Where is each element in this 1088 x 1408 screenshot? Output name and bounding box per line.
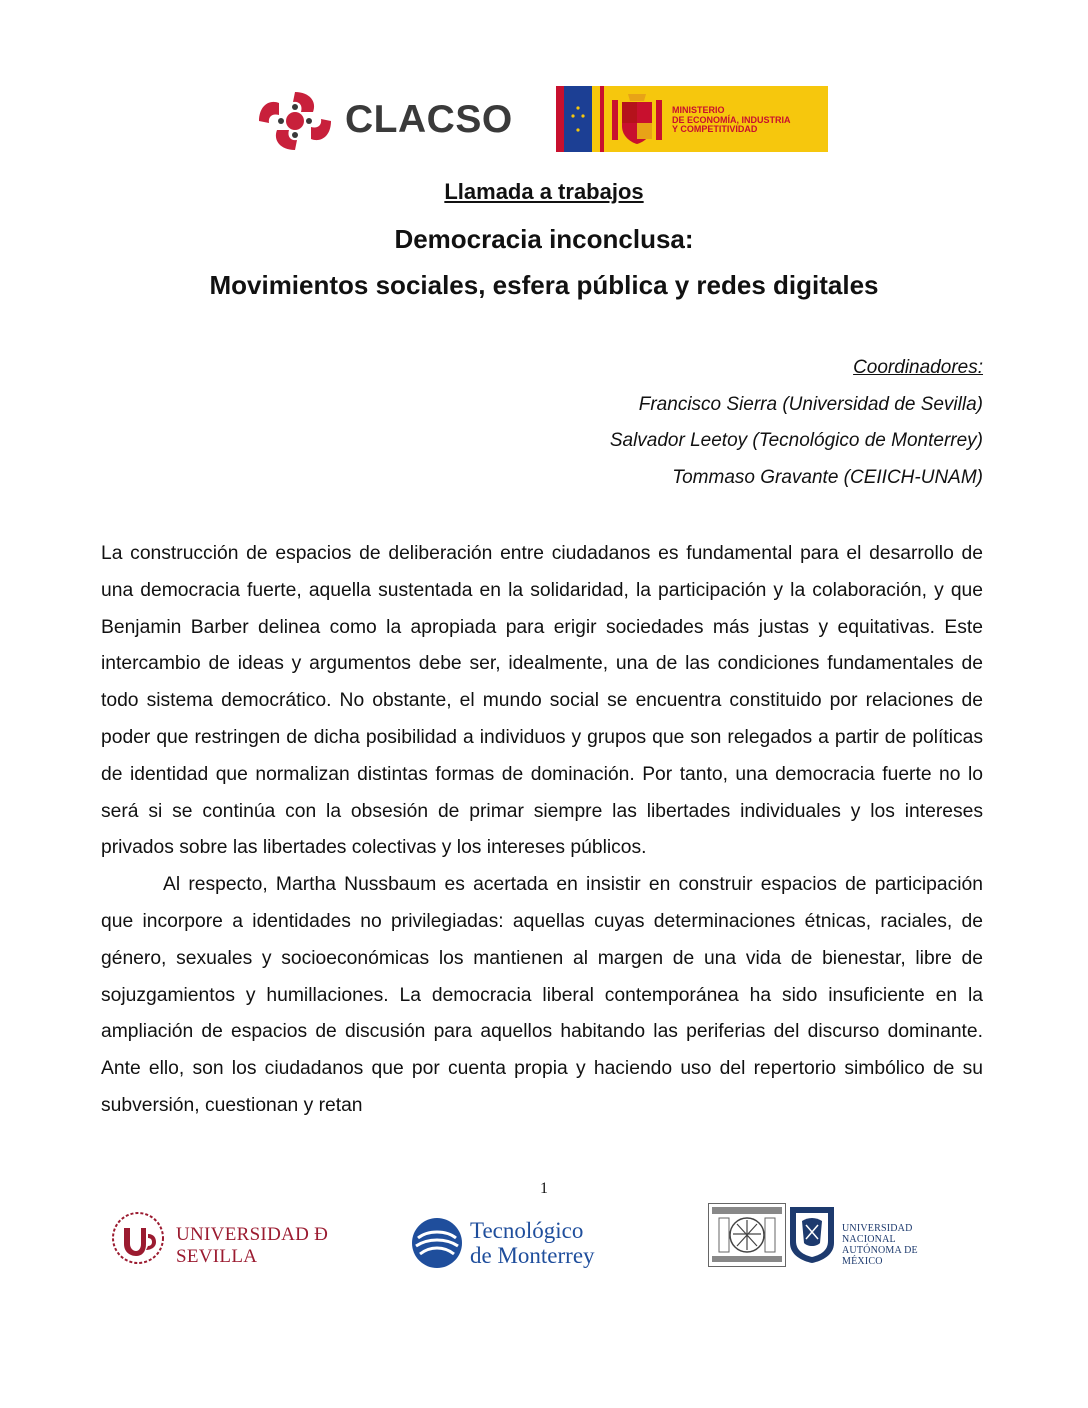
page-number: 1: [540, 1180, 548, 1197]
eu-flag: [564, 86, 592, 152]
sub-title: Movimientos sociales, esfera pública y redes digitales: [209, 270, 879, 300]
ministerio-name: MINISTERIO DE ECONOMÍA, INDUSTRIA Y COMPETITIVIDAD: [672, 105, 791, 134]
universidad-sevilla-logo: [110, 1210, 390, 1266]
clacso-emblem-icon: [255, 88, 335, 154]
coordinator-name: Salvador Leetoy (Tecnológico de Monterrey): [609, 430, 983, 451]
eu-stars-icon: [564, 86, 592, 152]
paragraph: Al respecto, Martha Nussbaum es acertada en insistir en construir espacios de participación que incorpore a identidades no privilegiadas: aquellas cuyas determinaciones étnicas, raciales, de género, sexuales y socioeconómicas los mantienen al margen de una vida de bienestar, libre de sojuzgamientos y humillaciones. La democracia liberal contemporánea ha sido insuficiente en la ampliación de espacios de discusión para aquellos habitando las periferias del discurso dominante. Ante ello, son los ciudadanos que por cuenta propia y haciendo uso del repertorio simbólico de su subversión, cuestionan y retan: [101, 874, 983, 1116]
unam-shield-icon: [786, 1203, 838, 1265]
unam-logo: [786, 1203, 936, 1265]
call-title: Llamada a trabajos: [444, 179, 644, 204]
tecnologico-monterrey-logo: [410, 1214, 610, 1274]
coordinator-name: Tommaso Gravante (CEIICH-UNAM): [672, 467, 983, 488]
us-seal-icon: [110, 1210, 166, 1266]
ceiich-emblem-icon: [709, 1204, 785, 1266]
main-title: Democracia inconclusa:: [394, 224, 694, 254]
coat-of-arms-icon: [608, 92, 666, 146]
body-text: [101, 536, 983, 1125]
coordinator-name: Francisco Sierra (Universidad de Sevilla): [638, 394, 983, 415]
ceiich-logo: [708, 1203, 786, 1267]
paragraph: La construcción de espacios de deliberación entre ciudadanos es fundamental para el desarrollo de una democracia fuerte, aquella sustentada en la solidaridad, la participación y la colaboración, y que Benjamin Barber delinea como la apropiada para erigir sociedades más justas y equitativas. Este intercambio de ideas y argumentos debe ser, idealmente, una de las condiciones fundamentales de todo sistema democrático. No obstante, el mundo social se encuentra constituido por relaciones de poder que restringen de dicha posibilidad a individuos y grupos que son relegados a partir de políticas de identidad que normalizan distintas formas de dominación. Por tanto, una democracia fuerte no lo será si se continúa con la obsesión de primar siempre las libertades individuales y los intereses privados sobre las libertades colectivas y los intereses públicos.: [101, 543, 983, 859]
coordinators-label: Coordinadores:: [853, 357, 983, 378]
us-name: UNIVERSIDAD Ð SEVILLA: [176, 1224, 329, 1267]
tec-globe-icon: [410, 1216, 464, 1270]
ministerio-logo: [556, 86, 828, 152]
clacso-wordmark: CLACSO: [345, 98, 513, 141]
unam-name: UNIVERSIDAD NACIONAL AUTÓNOMA DE MÉXICO: [842, 1223, 918, 1267]
clacso-logo: [255, 88, 535, 154]
tec-name: Tecnológico de Monterrey: [470, 1218, 595, 1268]
